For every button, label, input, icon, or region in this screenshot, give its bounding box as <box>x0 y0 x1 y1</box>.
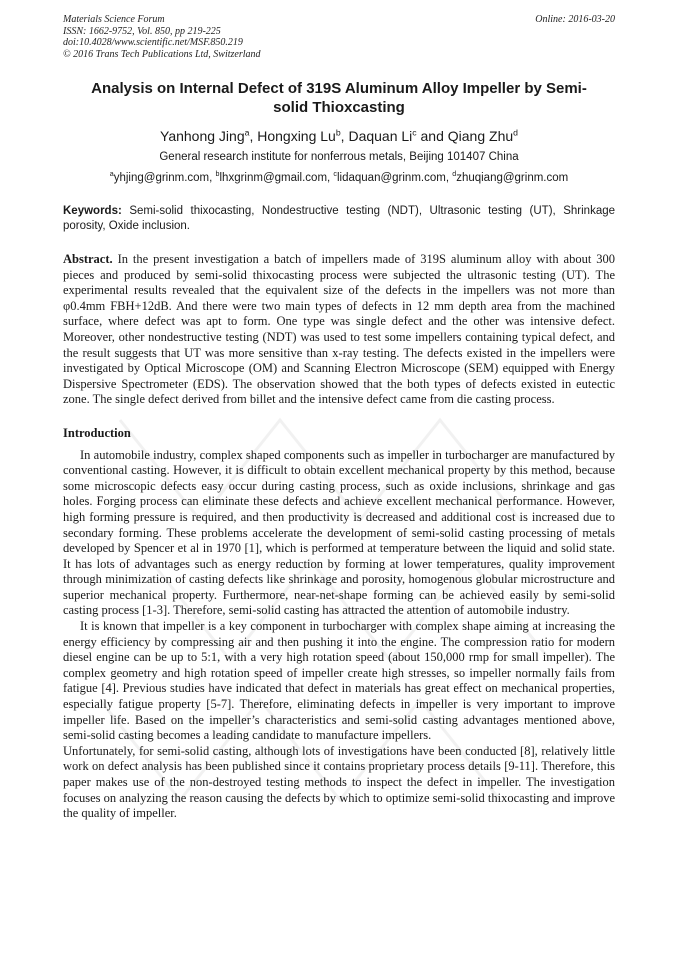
email: $^c$lidaquan@grinm.com, <box>333 170 453 184</box>
author: Hongxing Lu$^b$, <box>257 127 349 144</box>
keywords-label: Keywords: <box>63 205 122 217</box>
journal-copyright: © 2016 Trans Tech Publications Ltd, Switzerland <box>63 48 261 60</box>
journal-header <box>63 14 615 60</box>
online-date: Online: 2016-03-20 <box>535 14 615 25</box>
author: Qiang Zhu$^d$ <box>447 127 518 144</box>
keywords-block <box>63 204 615 234</box>
author: Daquan Li$^c$ and <box>348 127 448 144</box>
author: Yanhong Jing$^a$, <box>160 127 258 144</box>
email: $^b$lhxgrinm@gmail.com, <box>215 170 334 184</box>
journal-doi: doi:10.4028/www.scientific.net/MSF.850.219 <box>63 37 243 48</box>
body-paragraph: Unfortunately, for semi-solid casting, although lots of investigations have been conducted [8], relatively little work on defect analysis has been published since it contains proprietary process details [9-11]. Therefore, this paper makes use of the non-destroyed testing methods to inspect the defect in impeller. The investigation focuses on analyzing the reason causing the defects by which to optimize semi-solid thixocasting and improve the quality of impeller. <box>63 743 615 821</box>
abstract-block <box>63 252 615 408</box>
body-paragraph: In automobile industry, complex shaped components such as impeller in turbocharger are manufactured by conventional casting. However, it is difficult to obtain excellent mechanical property by this method, because some microscopic defects easy occur during casting process, such as oxide inclusions, shrinkage and gas holes. Forging process can eliminate these defects and achieve excellent mechanical performance. However, high forming pressure is required, and then productivity is decreased and additional cost is increased due to secondary forming. These problems accelerate the development of semi-solid casting processing of metals developed by Spencer et al in 1970 [1], which is performed at temperature between the liquid and solid state. It has lots of advantages such as energy reduction by forming at lower temperatures, quality improvement through minimization of casting defects like shrinkage and porosity, homogenous globular microstructure and superior mechanical property. Furthermore, near-net-shape forming can be achieved easily by semi-solid casting process [1-3]. Therefore, semi-solid casting has attracted the attention of automobile industry. <box>63 447 615 618</box>
paper-title: Analysis on Internal Defect of 319S Aluminum Alloy Impeller by Semi-solid Thioxcasting <box>91 80 587 116</box>
email: $^d$zhuqiang@grinm.com <box>452 170 569 184</box>
author-emails <box>63 171 615 185</box>
paper-page <box>63 14 615 822</box>
keywords-text: Semi-solid thixocasting, Nondestructive testing (NDT), Ultrasonic testing (UT), Shrinkage porosity, Oxide inclusion. <box>63 205 616 232</box>
abstract-label: Abstract. <box>63 252 113 266</box>
section-heading-introduction: Introduction <box>63 425 131 440</box>
body-paragraph: It is known that impeller is a key component in turbocharger with complex shape aiming at increasing the energy efficiency by compressing air and then pushing it into the engine. The compression ratio for modern diesel engine can be up to 5:1, with a very high rotation speed (about 150,000 rmp for small impeller). The complex geometry and high rotation speed of impeller create high stresses, so impeller normally fails from fatigue [4]. Previous studies have indicated that defect in materials has great effect on mechanical properties, especially fatigue property [5-7]. Therefore, eliminating defects in impeller is very important to improve impeller life. Based on the impeller’s characteristics and semi-solid casting advantages mentioned above, semi-solid casting becomes a leading candidate to manufacture impellers. <box>63 619 615 743</box>
email: $^a$yhjing@grinm.com, <box>109 170 216 184</box>
abstract-text: In the present investigation a batch of impellers made of 319S aluminum alloy with about 300 pieces and produced by semi-solid thixocasting process were subjected the ultrasonic testing (UT). The experimental results revealed that the equivalent size of the defects in the impellers was not more than φ0.4mm FBH+12dB. And there were two main types of defects in 12 mm depth area from the machined surface, where defect was apt to form. One type was single defect and the other was intensive defect. Moreover, other nondestructive testing (NDT) was used to test some impellers containing typical defect, and the result suggests that UT was more sensitive than x-ray testing. The defects existed in the impellers were investigated by Optical Microscope (OM) and Scanning Electron Microscope (SEM) equipped with Energy Dispersive Spectrometer (EDS). The observation showed that the both types of defects existed in eutectic zone. The single defect derived from billet and the intensive defect came from die casting process. <box>63 252 616 407</box>
author-list <box>63 127 615 145</box>
journal-issn: ISSN: 1662-9752, Vol. 850, pp 219-225 <box>63 25 221 37</box>
affiliation: General research institute for nonferrous metals, Beijing 101407 China <box>159 151 519 163</box>
journal-name: Materials Science Forum <box>63 14 165 25</box>
